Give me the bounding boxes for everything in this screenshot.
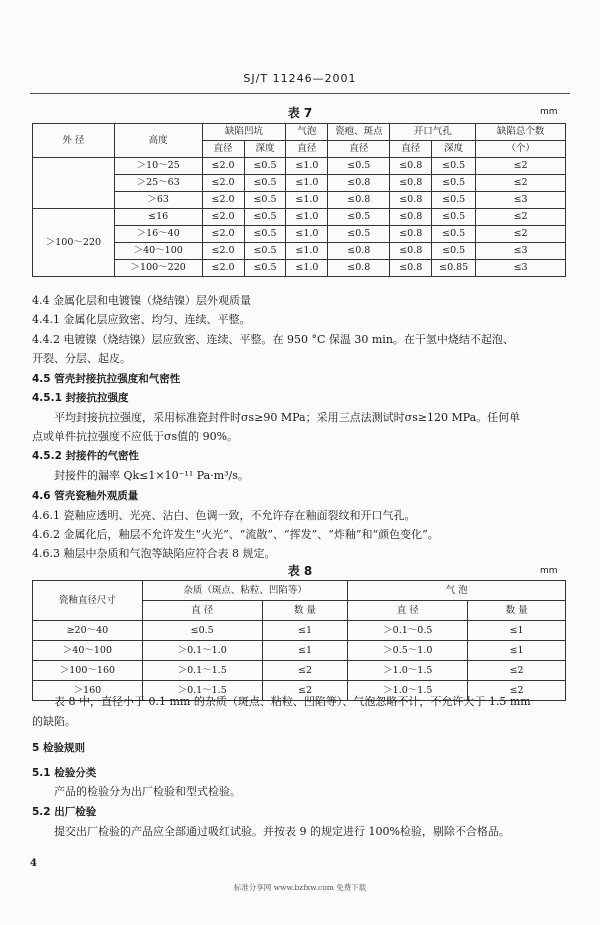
t7-h-defect: 缺陷凹坑 bbox=[202, 124, 286, 141]
t8-cell: ＞0.1～1.0 bbox=[142, 641, 262, 661]
t8-cell: ≤1 bbox=[262, 641, 348, 661]
section-4-6-1: 4.6.1 瓷釉应透明、光亮、沾白、色调一致，不允许存在釉面裂纹和开口气孔。 bbox=[32, 509, 416, 522]
t7-cell: ≤3 bbox=[476, 260, 566, 277]
table-8 bbox=[32, 580, 566, 701]
t8-cell: ≤0.5 bbox=[142, 621, 262, 641]
t8-cell: ≤2 bbox=[262, 661, 348, 681]
t7-group2-label: ＞100～220 bbox=[33, 209, 115, 277]
t7-cell: ≤2 bbox=[476, 226, 566, 243]
page-number: 4 bbox=[30, 858, 37, 869]
t8-cell: ＞100～160 bbox=[33, 661, 143, 681]
table8-caption: 表 8 bbox=[287, 564, 313, 578]
t7-cell: ≤0.5 bbox=[244, 175, 286, 192]
table7-unit: mm bbox=[540, 107, 558, 117]
t7-cell: ≤1.0 bbox=[286, 226, 328, 243]
t7-cell: ≤0.8 bbox=[390, 158, 432, 175]
t7-cell: ≤2.0 bbox=[202, 158, 244, 175]
t8-cell: ＞160 bbox=[33, 681, 143, 701]
t7-cell: ＞10～25 bbox=[114, 158, 202, 175]
section-4-5-2: 4.5.2 封接件的气密性 bbox=[32, 450, 140, 462]
t7-cell: ≤0.5 bbox=[244, 243, 286, 260]
t7-cell: ≤0.5 bbox=[432, 192, 476, 209]
t7-cell: ≤0.5 bbox=[432, 175, 476, 192]
section-5: 5 检验规则 bbox=[32, 742, 85, 754]
section-5-2-p: 提交出厂检验的产品应全部通过吸红试验。并按表 9 的规定进行 100%检验，剔除不合格品。 bbox=[54, 825, 510, 838]
t7-cell: ≤0.8 bbox=[328, 243, 390, 260]
t7-h-outer: 外 径 bbox=[33, 124, 115, 158]
section-4-4-2-line2: 开裂、分层、起皮。 bbox=[32, 352, 131, 365]
watermark-footer: 标准分享网 www.bzfxw.com 免费下载 bbox=[233, 883, 367, 892]
table-row bbox=[33, 661, 566, 681]
t7-cell: ≤0.8 bbox=[328, 175, 390, 192]
t7-cell: ≤1.0 bbox=[286, 243, 328, 260]
section-4-6: 4.6 管壳瓷釉外观质量 bbox=[32, 490, 139, 502]
t8-cell: ＞0.1～0.5 bbox=[348, 621, 468, 641]
t8-cell: ＞1.0～1.5 bbox=[348, 661, 468, 681]
section-5-2: 5.2 出厂检验 bbox=[32, 806, 97, 818]
section-4-5: 4.5 管壳封接抗拉强度和气密性 bbox=[32, 373, 181, 385]
t7-h-diam: 直径 bbox=[286, 141, 328, 158]
t7-cell: ＞63 bbox=[114, 192, 202, 209]
table-row bbox=[33, 158, 566, 175]
section-4-4: 4.4 金属化层和电镀镍（烧结镍）层外观质量 bbox=[32, 294, 251, 307]
t8-cell: ≤1 bbox=[262, 621, 348, 641]
t7-cell: ＞100～220 bbox=[114, 260, 202, 277]
t8-cell: ＞1.0～1.5 bbox=[348, 681, 468, 701]
document-header: SJ/T 11246—2001 bbox=[243, 72, 357, 85]
table-row bbox=[33, 641, 566, 661]
t7-h-diam: 直径 bbox=[390, 141, 432, 158]
t7-cell: ≤2.0 bbox=[202, 226, 244, 243]
t8-cell: ≤2 bbox=[262, 681, 348, 701]
t7-h-depth: 深度 bbox=[432, 141, 476, 158]
t7-h-bubble: 气泡 bbox=[286, 124, 328, 141]
t7-h-count-unit: （个） bbox=[476, 141, 566, 158]
table-row bbox=[33, 621, 566, 641]
t7-cell: ≤16 bbox=[114, 209, 202, 226]
t7-cell: ≤0.8 bbox=[328, 192, 390, 209]
t7-cell: ≤0.5 bbox=[432, 209, 476, 226]
t7-group1-cell bbox=[33, 158, 115, 209]
t8-h-diam: 直 径 bbox=[348, 601, 468, 621]
section-4-4-1: 4.4.1 金属化层应致密、均匀、连续、平整。 bbox=[32, 313, 251, 326]
t8-cell: ＞0.1～1.5 bbox=[142, 661, 262, 681]
section-4-6-2: 4.6.2 金属化后，釉层不允许发生“火光”、“流散”、“挥发”、“炸釉”和“颜色变化”。 bbox=[32, 528, 439, 541]
t7-cell: ≤1.0 bbox=[286, 260, 328, 277]
t7-cell: ≤3 bbox=[476, 243, 566, 260]
t7-h-diam: 直径 bbox=[328, 141, 390, 158]
t7-cell: ≤0.5 bbox=[244, 192, 286, 209]
table8-unit: mm bbox=[540, 566, 558, 576]
t7-cell: ≤0.5 bbox=[432, 158, 476, 175]
t7-cell: ≤1.0 bbox=[286, 175, 328, 192]
t7-cell: ≤0.85 bbox=[432, 260, 476, 277]
t7-cell: ≤0.5 bbox=[244, 226, 286, 243]
t8-h-bubble: 气 泡 bbox=[348, 581, 566, 601]
t7-cell: ≤2 bbox=[476, 209, 566, 226]
t7-h-chip: 瓷疱、斑点 bbox=[328, 124, 390, 141]
t7-cell: ＞40～100 bbox=[114, 243, 202, 260]
t8-cell: ＞0.1～1.5 bbox=[142, 681, 262, 701]
t8-h-diam: 直 径 bbox=[142, 601, 262, 621]
t7-cell: ≤2.0 bbox=[202, 260, 244, 277]
t7-cell: ≤0.8 bbox=[390, 226, 432, 243]
t7-cell: ≤2.0 bbox=[202, 175, 244, 192]
section-4-5-1-p2: 点或单件抗拉强度不应低于σs值的 90%。 bbox=[32, 430, 239, 443]
t7-cell: ≤0.5 bbox=[328, 158, 390, 175]
t7-cell: ≤1.0 bbox=[286, 192, 328, 209]
t7-cell: ≤0.5 bbox=[244, 260, 286, 277]
t7-cell: ≤0.5 bbox=[432, 243, 476, 260]
t7-h-height: 高度 bbox=[114, 124, 202, 158]
section-5-1-p: 产品的检验分为出厂检验和型式检验。 bbox=[54, 785, 241, 798]
t8-h-size: 瓷釉直径尺寸 bbox=[33, 581, 143, 621]
t7-cell: ≤0.5 bbox=[432, 226, 476, 243]
t7-cell: ≤2 bbox=[476, 158, 566, 175]
t7-h-total: 缺陷总个数 bbox=[476, 124, 566, 141]
t7-cell: ＞16～40 bbox=[114, 226, 202, 243]
table8-note-line1: 表 8 中，直径小于 0.1 mm 的杂质（斑点、粘粒、凹陷等）、气泡忽略不计，不允许大于 1.5 mm bbox=[54, 695, 531, 708]
t7-cell: ≤0.8 bbox=[390, 192, 432, 209]
t7-cell: ＞25～63 bbox=[114, 175, 202, 192]
t8-cell: ≤2 bbox=[468, 681, 566, 701]
table-row bbox=[33, 209, 566, 226]
section-4-6-3: 4.6.3 釉层中杂质和气泡等缺陷应符合表 8 规定。 bbox=[32, 547, 276, 560]
section-4-4-2-line1: 4.4.2 电镀镍（烧结镍）层应致密、连续、平整。在 950 °C 保温 30 min。在干氢中烧结不起泡、 bbox=[32, 333, 514, 346]
t7-cell: ≤0.5 bbox=[328, 209, 390, 226]
table7-caption: 表 7 bbox=[287, 106, 313, 120]
t7-cell: ≤0.8 bbox=[328, 260, 390, 277]
section-4-5-1-p1: 平均封接抗拉强度，采用标准瓷封件时σs≥90 MPa；采用三点法测试时σs≥120 MPa。任何单 bbox=[54, 411, 521, 424]
t7-cell: ≤2.0 bbox=[202, 209, 244, 226]
t7-cell: ≤2.0 bbox=[202, 243, 244, 260]
t7-h-diam: 直径 bbox=[202, 141, 244, 158]
t8-h-impurity: 杂质（斑点、粘粒、凹陷等） bbox=[142, 581, 348, 601]
t7-cell: ≤3 bbox=[476, 192, 566, 209]
t7-cell: ≤0.8 bbox=[390, 175, 432, 192]
t7-cell: ≤0.5 bbox=[244, 209, 286, 226]
t8-cell: ＞40～100 bbox=[33, 641, 143, 661]
table8-note-line2: 的缺陷。 bbox=[32, 715, 76, 728]
t7-h-open: 开口气孔 bbox=[390, 124, 476, 141]
t7-cell: ≤0.8 bbox=[390, 260, 432, 277]
t8-cell: ≤1 bbox=[468, 621, 566, 641]
t7-cell: ≤2.0 bbox=[202, 192, 244, 209]
section-4-5-2-p: 封接件的漏率 Qk≤1×10⁻¹¹ Pa·m³/s。 bbox=[54, 469, 249, 482]
t8-cell: ≤1 bbox=[468, 641, 566, 661]
t7-cell: ≤0.5 bbox=[244, 158, 286, 175]
t8-cell: ≥20～40 bbox=[33, 621, 143, 641]
table-7 bbox=[32, 123, 566, 277]
t7-cell: ≤0.8 bbox=[390, 209, 432, 226]
t7-cell: ≤1.0 bbox=[286, 158, 328, 175]
header-rule bbox=[30, 93, 570, 94]
t7-cell: ≤2 bbox=[476, 175, 566, 192]
t8-h-count: 数 量 bbox=[468, 601, 566, 621]
t7-cell: ≤0.5 bbox=[328, 226, 390, 243]
t7-h-depth: 深度 bbox=[244, 141, 286, 158]
t8-h-count: 数 量 bbox=[262, 601, 348, 621]
section-5-1: 5.1 检验分类 bbox=[32, 767, 97, 779]
section-4-5-1: 4.5.1 封接抗拉强度 bbox=[32, 392, 129, 404]
t7-cell: ≤0.8 bbox=[390, 243, 432, 260]
t8-cell: ＞0.5～1.0 bbox=[348, 641, 468, 661]
t8-cell: ≤2 bbox=[468, 661, 566, 681]
t7-cell: ≤1.0 bbox=[286, 209, 328, 226]
